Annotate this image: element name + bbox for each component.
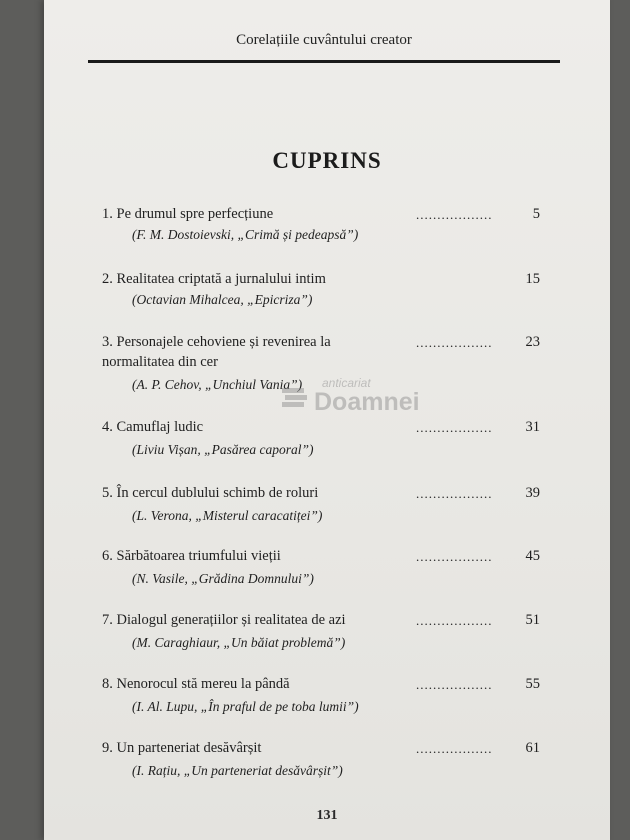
toc-leader-dots: ..................: [416, 420, 493, 435]
toc-entry-author: (A. P. Cehov, „Unchiul Vania”): [132, 377, 303, 392]
watermark-logo-text: Doamnei: [314, 388, 420, 416]
toc-entry-author: (M. Caraghiaur, „Un băiat problemă”): [132, 635, 346, 650]
toc-entry-title: 5. În cercul dublului schimb de roluri: [102, 485, 319, 501]
book-stack-icon: [280, 386, 310, 410]
running-header: Corelațiile cuvântului creator: [236, 32, 412, 48]
toc-page-number: 51: [525, 612, 540, 628]
toc-leader-dots: ..................: [416, 549, 493, 564]
toc-entry-title: 9. Un parteneriat desăvârșit: [102, 740, 262, 756]
toc-entry-title: 1. Pe drumul spre perfecțiune: [102, 206, 274, 222]
toc-entry-author: (F. M. Dostoievski, „Crimă și pedeapsă”): [132, 227, 359, 242]
toc-page-number: 5: [532, 206, 540, 222]
toc-entry-author: (I. Rațiu, „Un parteneriat desăvârșit”): [132, 763, 343, 778]
toc-entry-author: (N. Vasile, „Grădina Domnului”): [132, 571, 314, 586]
toc-page-number: 39: [525, 485, 540, 501]
book-page: [44, 0, 610, 840]
toc-leader-dots: ..................: [416, 207, 493, 222]
toc-page-number: 31: [525, 419, 540, 435]
toc-entry-title-continued: normalitatea din cer: [102, 354, 218, 370]
toc-leader-dots: ..................: [416, 677, 493, 692]
page-title: CUPRINS: [272, 148, 382, 173]
toc-entry-title: 2. Realitatea criptată a jurnalului intim: [102, 271, 326, 287]
toc-entry-author: (L. Verona, „Misterul caracatiței”): [132, 508, 323, 523]
toc-page-number: 23: [525, 334, 540, 350]
toc-entry-title: 3. Personajele cehoviene și revenirea la: [102, 334, 331, 350]
toc-page-number: 45: [525, 548, 540, 564]
watermark: [262, 364, 482, 424]
toc-entry-title: 8. Nenorocul stă mereu la pândă: [102, 676, 290, 692]
toc-entry-author: (Liviu Vișan, „Pasărea caporal”): [132, 442, 314, 457]
header-rule: [88, 60, 560, 63]
watermark-small-text: anticariat: [322, 376, 371, 390]
toc-page-number: 61: [525, 740, 540, 756]
toc-leader-dots: ..................: [416, 335, 493, 350]
toc-leader-dots: ..................: [416, 486, 493, 501]
toc-entry-title: 4. Camuflaj ludic: [102, 419, 204, 435]
toc-page-number: 15: [525, 271, 540, 287]
toc-entry-author: (Octavian Mihalcea, „Epicriza”): [132, 292, 313, 307]
toc-entry-title: 6. Sărbătoarea triumfului vieții: [102, 548, 281, 564]
toc-page-number: 55: [525, 676, 540, 692]
toc-entry-title: 7. Dialogul generațiilor și realitatea de azi: [102, 612, 346, 628]
toc-leader-dots: ..................: [416, 741, 493, 756]
toc-leader-dots: ..................: [416, 613, 493, 628]
page-number: 131: [316, 808, 338, 823]
toc-entry-author: (I. Al. Lupu, „În praful de pe toba lumii”): [132, 699, 359, 714]
